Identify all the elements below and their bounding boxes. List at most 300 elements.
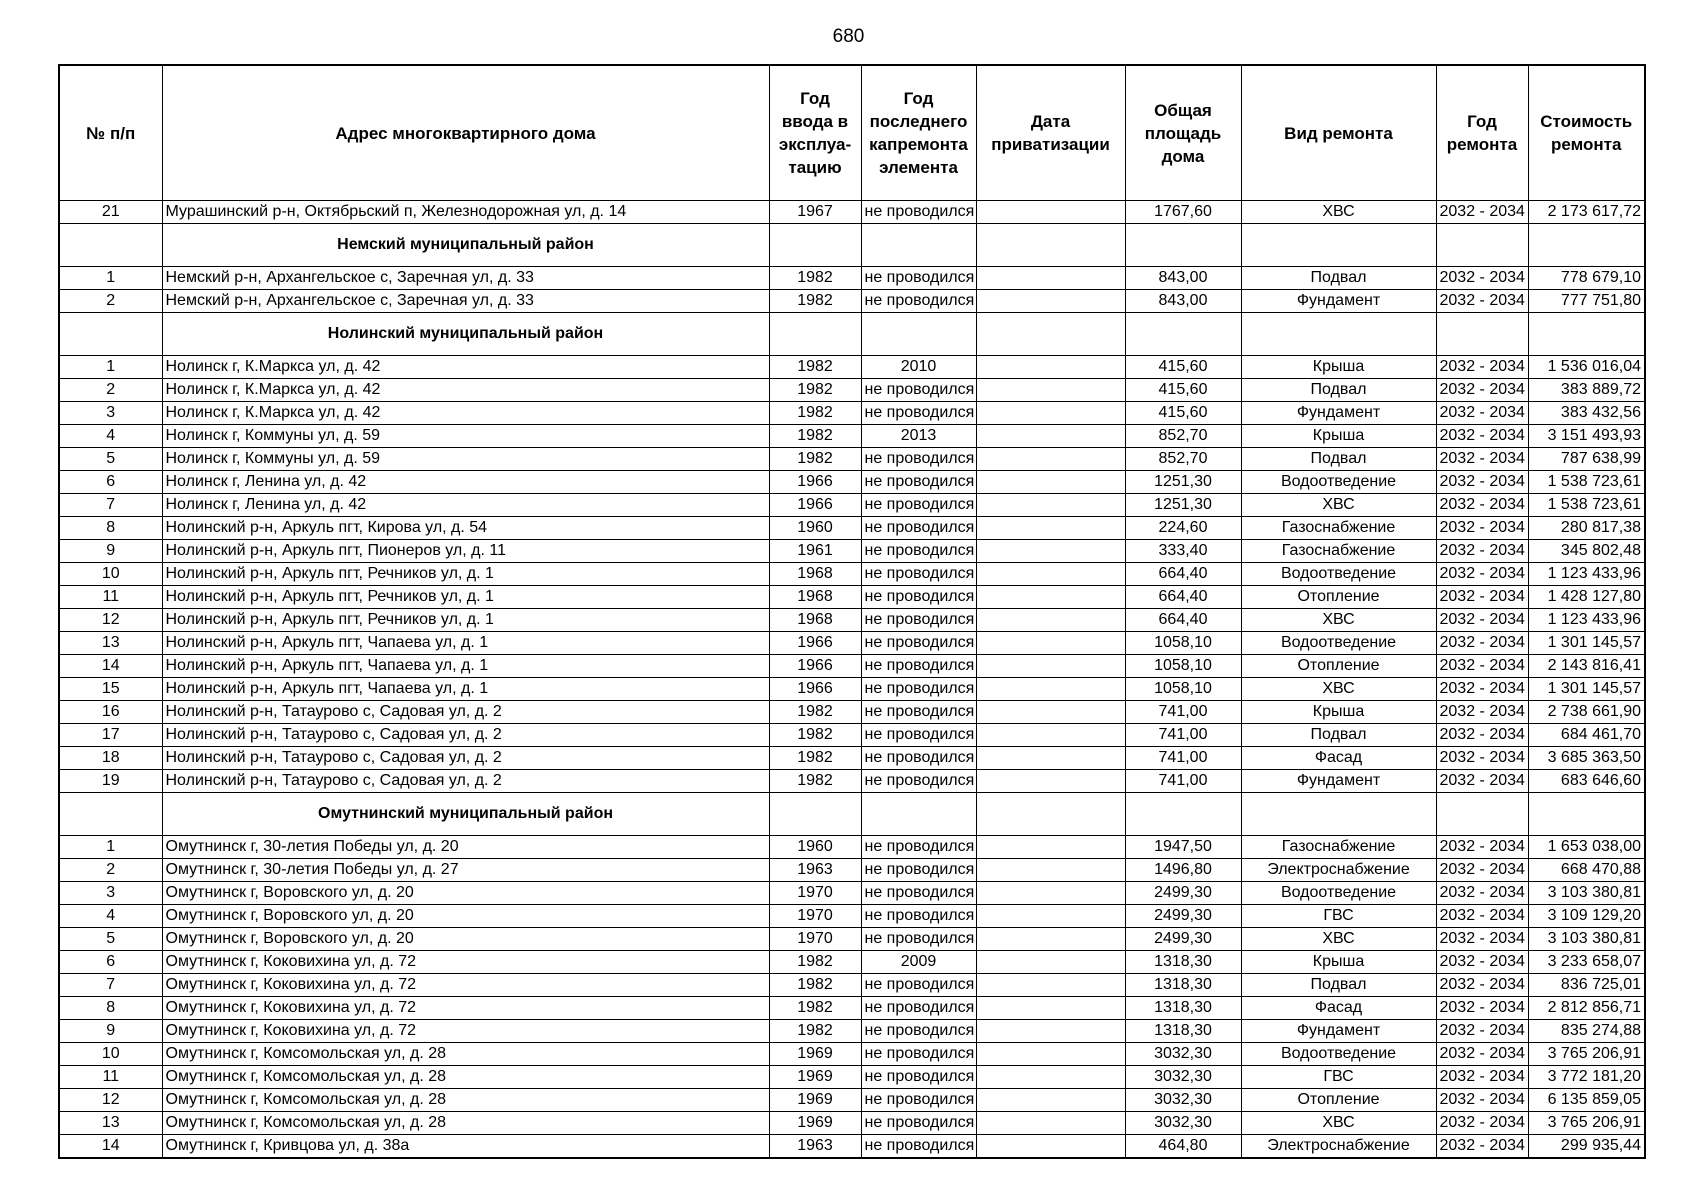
cell-repair-year: 2032 - 2034	[1436, 905, 1528, 928]
table-row	[59, 356, 1645, 379]
cell-last-repair: не проводился	[861, 701, 976, 724]
cell-cost: 787 638,99	[1528, 448, 1645, 471]
cell-cost: 1 538 723,61	[1528, 494, 1645, 517]
cell-area: 2499,30	[1125, 928, 1241, 951]
cell-repair-year: 2032 - 2034	[1436, 997, 1528, 1020]
cell-privatization	[976, 267, 1125, 290]
cell-year-built: 1982	[769, 425, 861, 448]
cell-repair-year: 2032 - 2034	[1436, 770, 1528, 793]
cell-repair-year: 2032 - 2034	[1436, 425, 1528, 448]
cell-repair-year: 2032 - 2034	[1436, 928, 1528, 951]
cell-repair-year: 2032 - 2034	[1436, 836, 1528, 859]
empty-cell	[1125, 224, 1241, 267]
cell-repair-type: Водоотведение	[1241, 563, 1436, 586]
cell-last-repair: не проводился	[861, 724, 976, 747]
empty-cell	[59, 224, 162, 267]
cell-repair-type: Водоотведение	[1241, 882, 1436, 905]
cell-repair-year: 2032 - 2034	[1436, 356, 1528, 379]
cell-last-repair: не проводился	[861, 471, 976, 494]
cell-cost: 3 772 181,20	[1528, 1066, 1645, 1089]
cell-repair-type: Водоотведение	[1241, 471, 1436, 494]
empty-cell	[1125, 313, 1241, 356]
table-row	[59, 379, 1645, 402]
cell-num: 17	[59, 724, 162, 747]
cell-last-repair: не проводился	[861, 586, 976, 609]
cell-year-built: 1968	[769, 586, 861, 609]
table-row	[59, 1020, 1645, 1043]
cell-last-repair: 2013	[861, 425, 976, 448]
cell-repair-type: Крыша	[1241, 951, 1436, 974]
cell-repair-year: 2032 - 2034	[1436, 201, 1528, 224]
cell-area: 224,60	[1125, 517, 1241, 540]
empty-cell	[1436, 224, 1528, 267]
cell-cost: 3 765 206,91	[1528, 1043, 1645, 1066]
cell-repair-type: Фундамент	[1241, 290, 1436, 313]
cell-repair-type: Подвал	[1241, 724, 1436, 747]
table-header	[59, 65, 1645, 201]
cell-year-built: 1969	[769, 1089, 861, 1112]
cell-privatization	[976, 882, 1125, 905]
cell-cost: 3 103 380,81	[1528, 928, 1645, 951]
cell-area: 415,60	[1125, 356, 1241, 379]
cell-privatization	[976, 747, 1125, 770]
cell-cost: 684 461,70	[1528, 724, 1645, 747]
cell-repair-type: ХВС	[1241, 201, 1436, 224]
cell-address: Мурашинский р-н, Октябрьский п, Железнодорожная ул, д. 14	[162, 201, 769, 224]
cell-address: Омутнинск г, Воровского ул, д. 20	[162, 882, 769, 905]
cell-repair-year: 2032 - 2034	[1436, 290, 1528, 313]
cell-address: Омутнинск г, Коковихина ул, д. 72	[162, 1020, 769, 1043]
cell-year-built: 1982	[769, 701, 861, 724]
cell-last-repair: не проводился	[861, 1135, 976, 1159]
cell-address: Омутнинск г, Комсомольская ул, д. 28	[162, 1066, 769, 1089]
cell-address: Нолинский р-н, Аркуль пгт, Чапаева ул, д. 1	[162, 655, 769, 678]
cell-repair-type: Водоотведение	[1241, 1043, 1436, 1066]
cell-privatization	[976, 448, 1125, 471]
table-row	[59, 290, 1645, 313]
cell-num: 6	[59, 471, 162, 494]
cell-num: 13	[59, 1112, 162, 1135]
cell-num: 7	[59, 974, 162, 997]
cell-year-built: 1963	[769, 859, 861, 882]
table-body	[59, 201, 1645, 1159]
cell-area: 3032,30	[1125, 1089, 1241, 1112]
table-row	[59, 517, 1645, 540]
cell-num: 9	[59, 540, 162, 563]
cell-year-built: 1960	[769, 517, 861, 540]
cell-repair-year: 2032 - 2034	[1436, 701, 1528, 724]
cell-area: 3032,30	[1125, 1043, 1241, 1066]
cell-num: 15	[59, 678, 162, 701]
header-year-built: Год ввода в эксплуа- тацию	[769, 65, 861, 201]
cell-address: Нолинский р-н, Аркуль пгт, Пионеров ул, д. 11	[162, 540, 769, 563]
cell-area: 1767,60	[1125, 201, 1241, 224]
cell-area: 741,00	[1125, 770, 1241, 793]
cell-year-built: 1982	[769, 402, 861, 425]
cell-num: 4	[59, 425, 162, 448]
table-row	[59, 267, 1645, 290]
cell-last-repair: не проводился	[861, 1089, 976, 1112]
cell-last-repair: не проводился	[861, 517, 976, 540]
cell-repair-year: 2032 - 2034	[1436, 882, 1528, 905]
cell-repair-year: 2032 - 2034	[1436, 1089, 1528, 1112]
cell-repair-type: Фундамент	[1241, 402, 1436, 425]
cell-area: 741,00	[1125, 724, 1241, 747]
cell-privatization	[976, 928, 1125, 951]
cell-last-repair: не проводился	[861, 655, 976, 678]
cell-num: 6	[59, 951, 162, 974]
cell-repair-year: 2032 - 2034	[1436, 1043, 1528, 1066]
cell-last-repair: не проводился	[861, 882, 976, 905]
cell-area: 2499,30	[1125, 882, 1241, 905]
cell-cost: 835 274,88	[1528, 1020, 1645, 1043]
cell-cost: 1 536 016,04	[1528, 356, 1645, 379]
cell-year-built: 1966	[769, 471, 861, 494]
empty-cell	[1241, 313, 1436, 356]
cell-repair-year: 2032 - 2034	[1436, 859, 1528, 882]
cell-repair-type: Газоснабжение	[1241, 836, 1436, 859]
cell-year-built: 1982	[769, 951, 861, 974]
cell-address: Нолинск г, Коммуны ул, д. 59	[162, 425, 769, 448]
cell-area: 1947,50	[1125, 836, 1241, 859]
cell-repair-year: 2032 - 2034	[1436, 586, 1528, 609]
cell-year-built: 1966	[769, 494, 861, 517]
empty-cell	[769, 224, 861, 267]
cell-address: Нолинский р-н, Аркуль пгт, Речников ул, д. 1	[162, 586, 769, 609]
cell-repair-year: 2032 - 2034	[1436, 724, 1528, 747]
cell-address: Омутнинск г, Коковихина ул, д. 72	[162, 974, 769, 997]
cell-num: 14	[59, 655, 162, 678]
cell-address: Омутнинск г, Коковихина ул, д. 72	[162, 951, 769, 974]
section-title: Немский муниципальный район	[162, 224, 769, 267]
cell-address: Нолинский р-н, Аркуль пгт, Кирова ул, д. 54	[162, 517, 769, 540]
cell-address: Омутнинск г, Комсомольская ул, д. 28	[162, 1089, 769, 1112]
table-row	[59, 997, 1645, 1020]
empty-cell	[976, 313, 1125, 356]
header-repair-type: Вид ремонта	[1241, 65, 1436, 201]
empty-cell	[976, 793, 1125, 836]
table-row	[59, 563, 1645, 586]
cell-num: 16	[59, 701, 162, 724]
cell-cost: 836 725,01	[1528, 974, 1645, 997]
cell-privatization	[976, 859, 1125, 882]
cell-repair-year: 2032 - 2034	[1436, 448, 1528, 471]
table-row	[59, 540, 1645, 563]
cell-address: Нолинск г, Ленина ул, д. 42	[162, 494, 769, 517]
table-row	[59, 425, 1645, 448]
cell-repair-type: Подвал	[1241, 974, 1436, 997]
table-row	[59, 974, 1645, 997]
cell-privatization	[976, 1043, 1125, 1066]
table-row	[59, 836, 1645, 859]
cell-privatization	[976, 678, 1125, 701]
cell-last-repair: не проводился	[861, 563, 976, 586]
cell-num: 9	[59, 1020, 162, 1043]
cell-num: 21	[59, 201, 162, 224]
cell-year-built: 1963	[769, 1135, 861, 1159]
cell-repair-year: 2032 - 2034	[1436, 471, 1528, 494]
cell-num: 1	[59, 836, 162, 859]
cell-area: 1058,10	[1125, 678, 1241, 701]
cell-address: Омутнинск г, 30-летия Победы ул, д. 27	[162, 859, 769, 882]
cell-repair-type: Электроснабжение	[1241, 859, 1436, 882]
empty-cell	[769, 313, 861, 356]
cell-year-built: 1982	[769, 356, 861, 379]
cell-cost: 6 135 859,05	[1528, 1089, 1645, 1112]
cell-area: 843,00	[1125, 290, 1241, 313]
table-row	[59, 448, 1645, 471]
cell-address: Нолинский р-н, Татаурово с, Садовая ул, д. 2	[162, 701, 769, 724]
table-row	[59, 402, 1645, 425]
cell-cost: 3 151 493,93	[1528, 425, 1645, 448]
cell-year-built: 1982	[769, 770, 861, 793]
cell-cost: 299 935,44	[1528, 1135, 1645, 1159]
cell-repair-type: Фасад	[1241, 747, 1436, 770]
empty-cell	[59, 313, 162, 356]
cell-cost: 2 173 617,72	[1528, 201, 1645, 224]
cell-year-built: 1966	[769, 632, 861, 655]
cell-repair-year: 2032 - 2034	[1436, 402, 1528, 425]
cell-address: Нолинский р-н, Татаурово с, Садовая ул, д. 2	[162, 770, 769, 793]
cell-address: Омутнинск г, Комсомольская ул, д. 28	[162, 1112, 769, 1135]
cell-repair-year: 2032 - 2034	[1436, 1112, 1528, 1135]
cell-last-repair: не проводился	[861, 928, 976, 951]
cell-year-built: 1982	[769, 448, 861, 471]
cell-cost: 3 233 658,07	[1528, 951, 1645, 974]
cell-repair-type: ХВС	[1241, 928, 1436, 951]
cell-num: 2	[59, 379, 162, 402]
cell-cost: 3 109 129,20	[1528, 905, 1645, 928]
cell-last-repair: не проводился	[861, 379, 976, 402]
cell-privatization	[976, 770, 1125, 793]
cell-privatization	[976, 632, 1125, 655]
table-row	[59, 201, 1645, 224]
table-row	[59, 1043, 1645, 1066]
cell-last-repair: не проводился	[861, 1043, 976, 1066]
cell-last-repair: не проводился	[861, 609, 976, 632]
cell-num: 10	[59, 1043, 162, 1066]
table-row	[59, 632, 1645, 655]
cell-repair-year: 2032 - 2034	[1436, 379, 1528, 402]
cell-cost: 3 685 363,50	[1528, 747, 1645, 770]
cell-area: 1318,30	[1125, 1020, 1241, 1043]
cell-area: 741,00	[1125, 701, 1241, 724]
header-repair-year: Год ремонта	[1436, 65, 1528, 201]
cell-cost: 2 812 856,71	[1528, 997, 1645, 1020]
header-address: Адрес многоквартирного дома	[162, 65, 769, 201]
cell-address: Нолинский р-н, Татаурово с, Садовая ул, д. 2	[162, 724, 769, 747]
table-row	[59, 1066, 1645, 1089]
cell-address: Омутнинск г, Воровского ул, д. 20	[162, 928, 769, 951]
cell-area: 1251,30	[1125, 471, 1241, 494]
cell-last-repair: не проводился	[861, 997, 976, 1020]
cell-repair-year: 2032 - 2034	[1436, 563, 1528, 586]
cell-year-built: 1982	[769, 747, 861, 770]
cell-repair-year: 2032 - 2034	[1436, 747, 1528, 770]
cell-repair-type: ХВС	[1241, 1112, 1436, 1135]
cell-privatization	[976, 997, 1125, 1020]
table-row	[59, 724, 1645, 747]
cell-address: Омутнинск г, Коковихина ул, д. 72	[162, 997, 769, 1020]
cell-last-repair: 2010	[861, 356, 976, 379]
cell-area: 1058,10	[1125, 632, 1241, 655]
cell-privatization	[976, 494, 1125, 517]
cell-repair-type: Водоотведение	[1241, 632, 1436, 655]
table-row	[59, 655, 1645, 678]
cell-cost: 1 653 038,00	[1528, 836, 1645, 859]
cell-repair-year: 2032 - 2034	[1436, 540, 1528, 563]
cell-num: 3	[59, 402, 162, 425]
cell-num: 2	[59, 290, 162, 313]
cell-num: 13	[59, 632, 162, 655]
cell-num: 11	[59, 586, 162, 609]
cell-privatization	[976, 1112, 1125, 1135]
cell-last-repair: не проводился	[861, 201, 976, 224]
empty-cell	[1436, 313, 1528, 356]
cell-num: 19	[59, 770, 162, 793]
cell-num: 5	[59, 928, 162, 951]
cell-cost: 3 765 206,91	[1528, 1112, 1645, 1135]
cell-last-repair: не проводился	[861, 1020, 976, 1043]
cell-cost: 683 646,60	[1528, 770, 1645, 793]
cell-area: 664,40	[1125, 586, 1241, 609]
cell-privatization	[976, 974, 1125, 997]
cell-cost: 345 802,48	[1528, 540, 1645, 563]
cell-repair-year: 2032 - 2034	[1436, 974, 1528, 997]
cell-area: 3032,30	[1125, 1066, 1241, 1089]
cell-cost: 1 538 723,61	[1528, 471, 1645, 494]
table-row	[59, 1089, 1645, 1112]
cell-year-built: 1970	[769, 905, 861, 928]
cell-area: 664,40	[1125, 563, 1241, 586]
cell-cost: 668 470,88	[1528, 859, 1645, 882]
cell-repair-type: Фундамент	[1241, 770, 1436, 793]
table-row	[59, 882, 1645, 905]
cell-cost: 383 432,56	[1528, 402, 1645, 425]
cell-repair-year: 2032 - 2034	[1436, 267, 1528, 290]
cell-year-built: 1968	[769, 609, 861, 632]
cell-privatization	[976, 1135, 1125, 1159]
section-title: Омутнинский муниципальный район	[162, 793, 769, 836]
cell-last-repair: не проводился	[861, 540, 976, 563]
cell-repair-year: 2032 - 2034	[1436, 632, 1528, 655]
cell-area: 1058,10	[1125, 655, 1241, 678]
cell-num: 1	[59, 356, 162, 379]
cell-num: 3	[59, 882, 162, 905]
cell-area: 3032,30	[1125, 1112, 1241, 1135]
cell-repair-year: 2032 - 2034	[1436, 1066, 1528, 1089]
cell-area: 1496,80	[1125, 859, 1241, 882]
cell-repair-type: Отопление	[1241, 586, 1436, 609]
cell-privatization	[976, 609, 1125, 632]
header-last-repair: Год последнего капремонта элемента	[861, 65, 976, 201]
cell-repair-type: Отопление	[1241, 655, 1436, 678]
cell-num: 7	[59, 494, 162, 517]
cell-privatization	[976, 1020, 1125, 1043]
table-row	[59, 1135, 1645, 1159]
section-title: Нолинский муниципальный район	[162, 313, 769, 356]
table-row	[59, 747, 1645, 770]
cell-num: 11	[59, 1066, 162, 1089]
cell-privatization	[976, 290, 1125, 313]
page-number: 680	[832, 26, 865, 47]
cell-address: Нолинск г, К.Маркса ул, д. 42	[162, 402, 769, 425]
cell-last-repair: не проводился	[861, 448, 976, 471]
table-row	[59, 1112, 1645, 1135]
table-row	[59, 586, 1645, 609]
cell-num: 1	[59, 267, 162, 290]
cell-num: 8	[59, 997, 162, 1020]
cell-privatization	[976, 201, 1125, 224]
cell-year-built: 1970	[769, 928, 861, 951]
cell-area: 852,70	[1125, 448, 1241, 471]
cell-repair-type: Подвал	[1241, 448, 1436, 471]
cell-address: Нолинск г, К.Маркса ул, д. 42	[162, 356, 769, 379]
cell-last-repair: не проводился	[861, 267, 976, 290]
cell-year-built: 1960	[769, 836, 861, 859]
cell-privatization	[976, 701, 1125, 724]
cell-area: 1318,30	[1125, 997, 1241, 1020]
cell-privatization	[976, 517, 1125, 540]
table-row	[59, 928, 1645, 951]
cell-repair-type: ГВС	[1241, 1066, 1436, 1089]
section-header-row	[59, 793, 1645, 836]
cell-address: Нолинский р-н, Аркуль пгт, Чапаева ул, д. 1	[162, 678, 769, 701]
cell-address: Нолинск г, Ленина ул, д. 42	[162, 471, 769, 494]
empty-cell	[1125, 793, 1241, 836]
cell-area: 1318,30	[1125, 951, 1241, 974]
cell-repair-type: Крыша	[1241, 356, 1436, 379]
cell-cost: 2 738 661,90	[1528, 701, 1645, 724]
cell-privatization	[976, 379, 1125, 402]
cell-cost: 1 123 433,96	[1528, 563, 1645, 586]
cell-area: 1251,30	[1125, 494, 1241, 517]
cell-privatization	[976, 1089, 1125, 1112]
cell-repair-type: Фасад	[1241, 997, 1436, 1020]
cell-address: Нолинский р-н, Татаурово с, Садовая ул, д. 2	[162, 747, 769, 770]
cell-area: 464,80	[1125, 1135, 1241, 1159]
cell-address: Омутнинск г, Воровского ул, д. 20	[162, 905, 769, 928]
cell-year-built: 1982	[769, 267, 861, 290]
cell-area: 843,00	[1125, 267, 1241, 290]
cell-privatization	[976, 951, 1125, 974]
empty-cell	[861, 313, 976, 356]
cell-privatization	[976, 724, 1125, 747]
section-header-row	[59, 224, 1645, 267]
cell-year-built: 1982	[769, 379, 861, 402]
cell-repair-type: Электроснабжение	[1241, 1135, 1436, 1159]
cell-repair-year: 2032 - 2034	[1436, 678, 1528, 701]
cell-num: 12	[59, 1089, 162, 1112]
cell-num: 18	[59, 747, 162, 770]
cell-address: Омутнинск г, 30-летия Победы ул, д. 20	[162, 836, 769, 859]
empty-cell	[1241, 793, 1436, 836]
cell-repair-type: Крыша	[1241, 701, 1436, 724]
cell-repair-year: 2032 - 2034	[1436, 517, 1528, 540]
cell-last-repair: не проводился	[861, 494, 976, 517]
empty-cell	[1528, 793, 1645, 836]
section-header-row	[59, 313, 1645, 356]
cell-num: 5	[59, 448, 162, 471]
empty-cell	[1436, 793, 1528, 836]
cell-cost: 2 143 816,41	[1528, 655, 1645, 678]
header-area: Общая площадь дома	[1125, 65, 1241, 201]
cell-repair-type: Газоснабжение	[1241, 540, 1436, 563]
cell-privatization	[976, 836, 1125, 859]
cell-last-repair: не проводился	[861, 836, 976, 859]
cell-repair-year: 2032 - 2034	[1436, 951, 1528, 974]
cell-year-built: 1982	[769, 1020, 861, 1043]
